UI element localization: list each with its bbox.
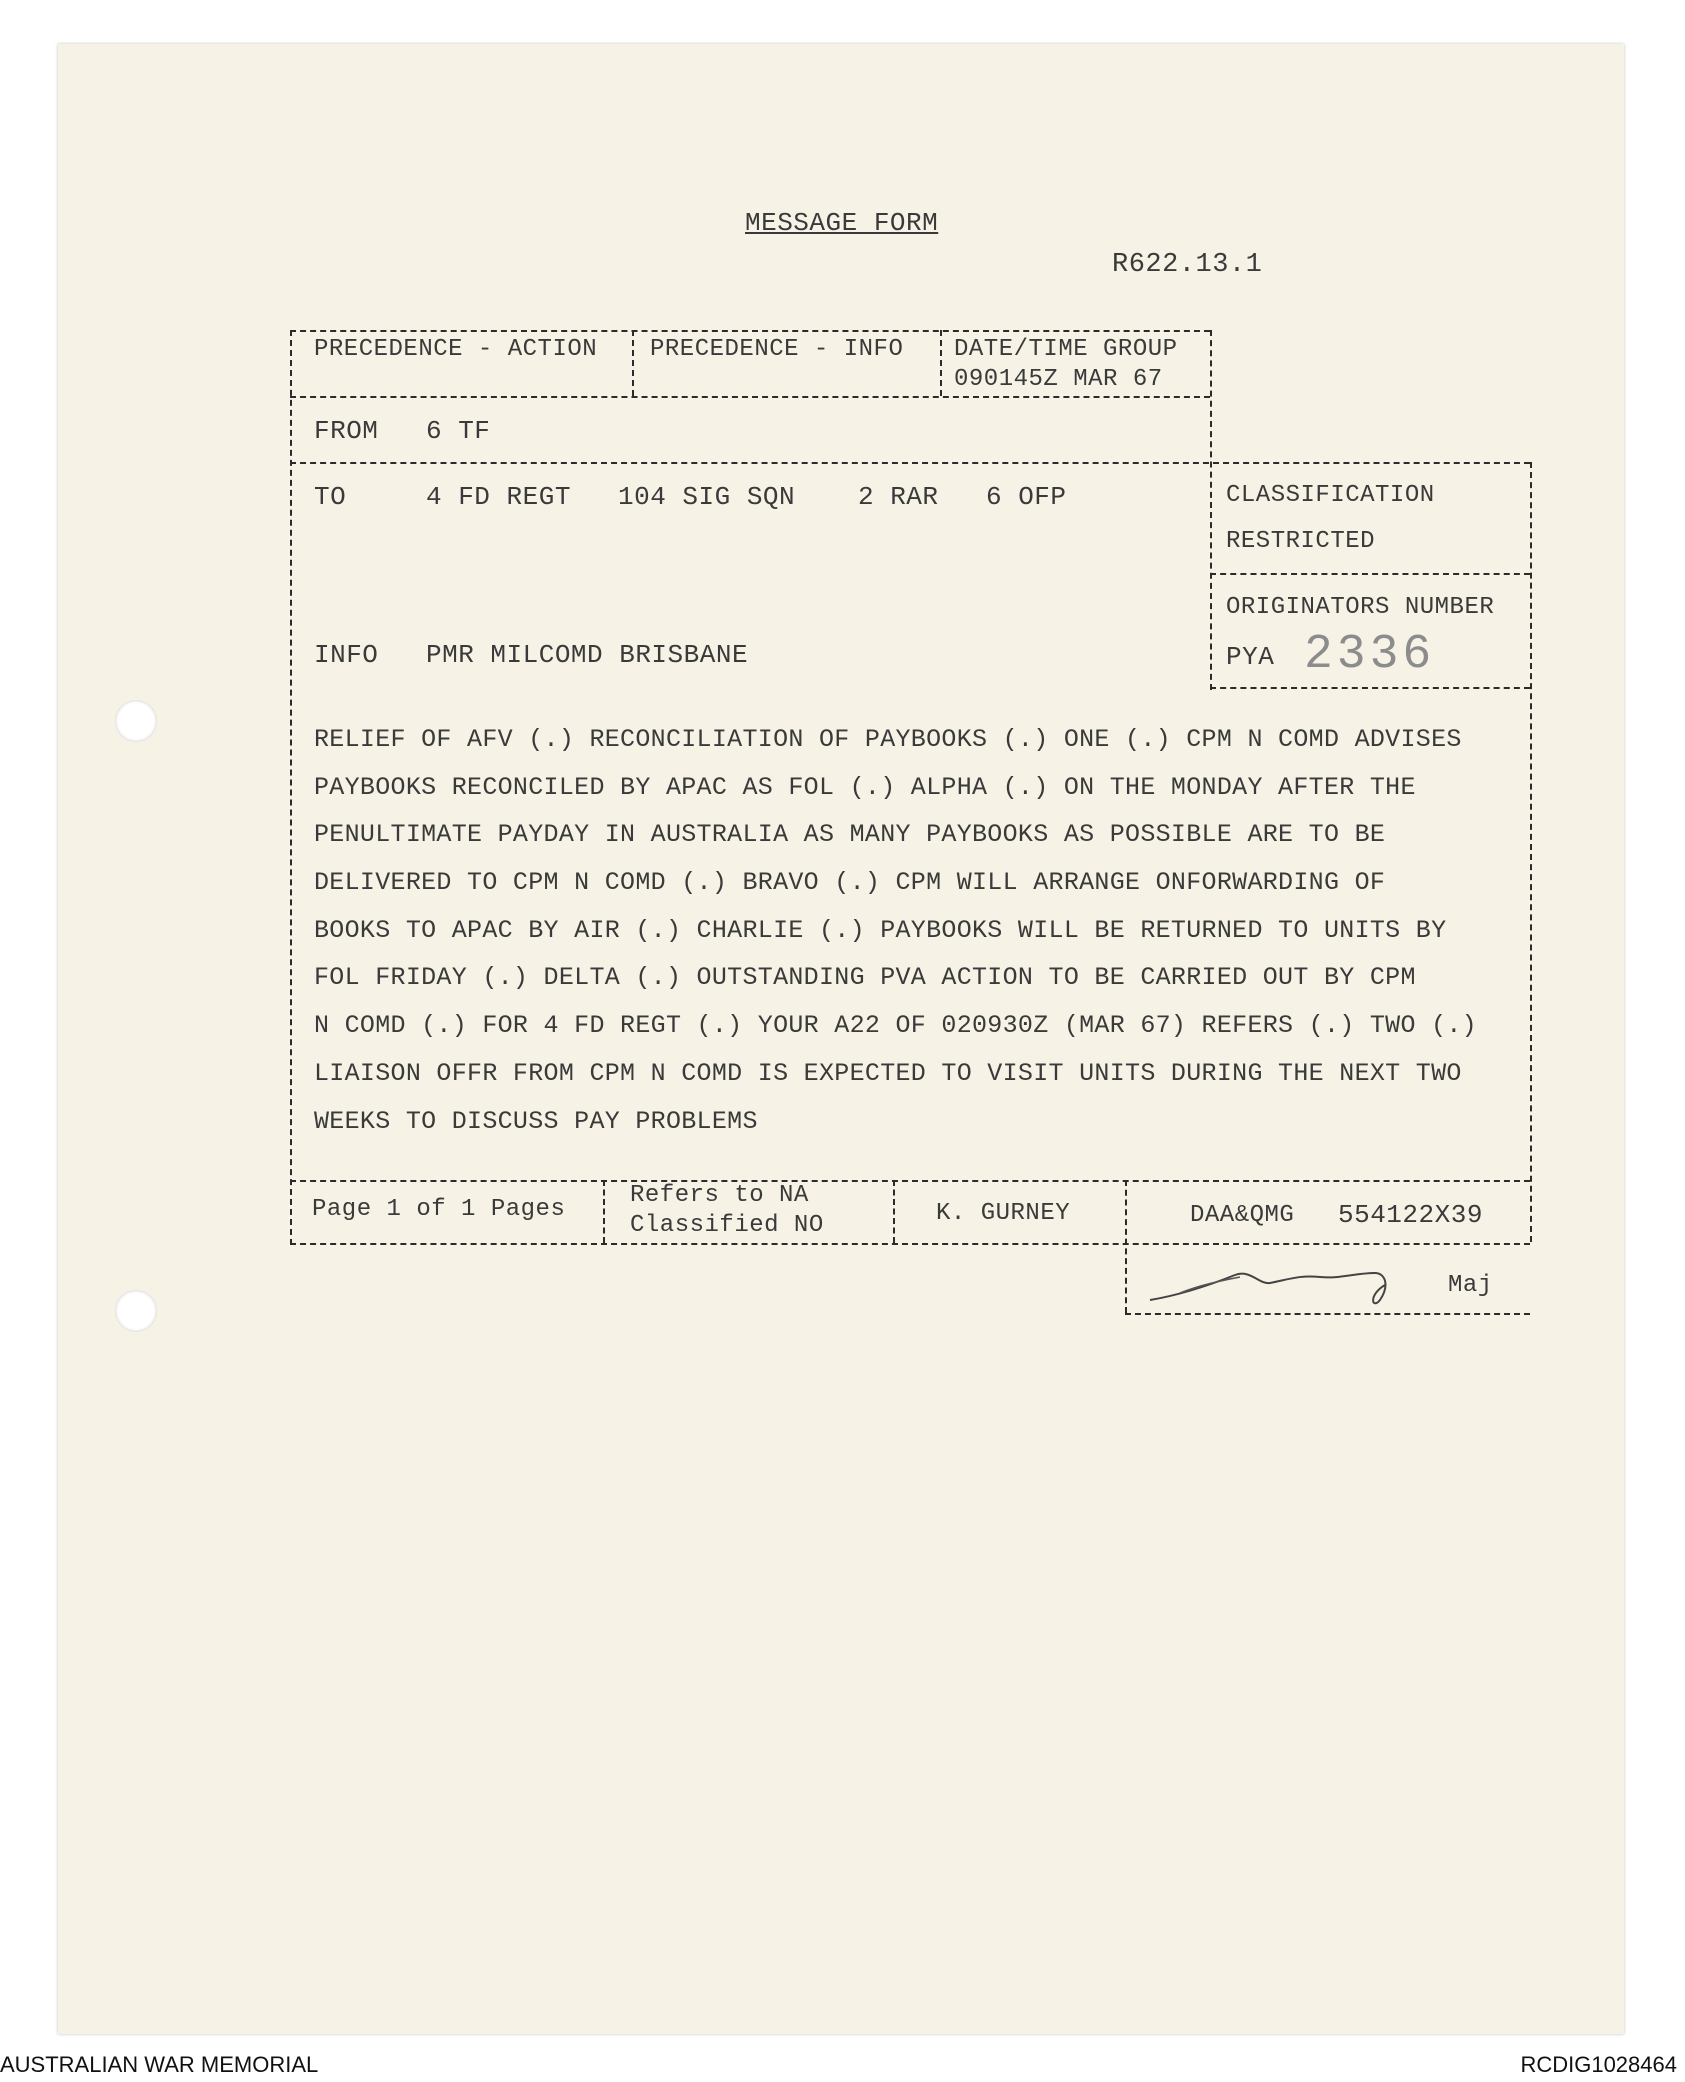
body-line: BOOKS TO APAC BY AIR (.) CHARLIE (.) PAYBOOKS WILL BE RETURNED TO UNITS BY xyxy=(314,915,1447,945)
to-recipient: 104 SIG SQN xyxy=(618,482,796,512)
header-divider-2 xyxy=(940,330,942,396)
classification-bottom-border xyxy=(1210,573,1530,575)
signature xyxy=(1140,1255,1440,1315)
dtg-value: 090145Z MAR 67 xyxy=(954,366,1163,393)
precedence-action-label: PRECEDENCE - ACTION xyxy=(314,336,598,363)
footer-divider-2 xyxy=(893,1180,895,1243)
footer-divider-3 xyxy=(1125,1180,1127,1313)
header-divider-1 xyxy=(632,330,634,396)
message-body xyxy=(314,716,1534,1145)
from-bottom-border xyxy=(290,462,1530,464)
classification-value: RESTRICTED xyxy=(1226,528,1376,555)
archive-id: RCDIG1028464 xyxy=(1520,2052,1677,2077)
from-label: FROM xyxy=(314,416,379,446)
body-line: N COMD (.) FOR 4 FD REGT (.) YOUR A22 OF 020930Z (MAR 67) REFERS (.) TWO (.) xyxy=(314,1011,1477,1041)
body-line: WEEKS TO DISCUSS PAY PROBLEMS xyxy=(314,1106,758,1136)
originator-number-stamp: 2336 xyxy=(1304,628,1436,682)
info-value: PMR MILCOMD BRISBANE xyxy=(426,640,749,670)
body-bottom-border xyxy=(290,1180,1530,1182)
table-left-border xyxy=(290,330,292,1245)
rank: Maj xyxy=(1448,1272,1493,1299)
to-recipient: 6 OFP xyxy=(986,482,1067,512)
form-title: MESSAGE FORM xyxy=(745,208,939,238)
refers-to: Refers to NA xyxy=(630,1182,809,1209)
originator-appointment: DAA&QMG xyxy=(1190,1202,1295,1229)
archive-name: AUSTRALIAN WAR MEMORIAL xyxy=(0,2052,319,2077)
punch-hole-bottom xyxy=(115,1290,157,1332)
classification-label: CLASSIFICATION xyxy=(1226,482,1435,509)
from-value: 6 TF xyxy=(426,416,491,446)
info-label: INFO xyxy=(314,640,379,670)
to-label: TO xyxy=(314,482,347,512)
to-recipient: 4 FD REGT xyxy=(426,482,571,512)
precedence-info-label: PRECEDENCE - INFO xyxy=(650,336,904,363)
to-recipient: 2 RAR xyxy=(858,482,939,512)
originator-bottom-border xyxy=(1210,687,1530,689)
page-count: Page 1 of 1 Pages xyxy=(312,1196,566,1223)
body-line: FOL FRIDAY (.) DELTA (.) OUTSTANDING PVA ACTION TO BE CARRIED OUT BY CPM xyxy=(314,963,1416,993)
dtg-label: DATE/TIME GROUP xyxy=(954,336,1178,363)
archive-footer xyxy=(0,2046,1685,2082)
originator-phone: 554122X39 xyxy=(1338,1200,1483,1230)
originator-name: K. GURNEY xyxy=(936,1200,1071,1227)
classified-value: Classified NO xyxy=(630,1212,824,1239)
footer-bottom-border xyxy=(290,1243,1530,1245)
body-line: PAYBOOKS RECONCILED BY APAC AS FOL (.) ALPHA (.) ON THE MONDAY AFTER THE xyxy=(314,772,1416,802)
footer-divider-1 xyxy=(603,1180,605,1243)
originator-label: ORIGINATORS NUMBER xyxy=(1226,594,1495,621)
body-line: DELIVERED TO CPM N COMD (.) BRAVO (.) CPM WILL ARRANGE ONFORWARDING OF xyxy=(314,868,1386,898)
header-bottom-border xyxy=(290,396,1210,398)
originator-prefix: PYA xyxy=(1226,642,1275,672)
body-line: RELIEF OF AFV (.) RECONCILIATION OF PAYBOOKS (.) ONE (.) CPM N COMD ADVISES xyxy=(314,725,1462,754)
punch-hole-top xyxy=(115,700,157,742)
reference-number: R622.13.1 xyxy=(1112,250,1263,280)
body-line: LIAISON OFFR FROM CPM N COMD IS EXPECTED TO VISIT UNITS DURING THE NEXT TWO xyxy=(314,1058,1462,1088)
body-line: PENULTIMATE PAYDAY IN AUSTRALIA AS MANY PAYBOOKS AS POSSIBLE ARE TO BE xyxy=(314,820,1386,850)
table-top-border xyxy=(290,330,1210,332)
header-right-border xyxy=(1210,330,1212,690)
